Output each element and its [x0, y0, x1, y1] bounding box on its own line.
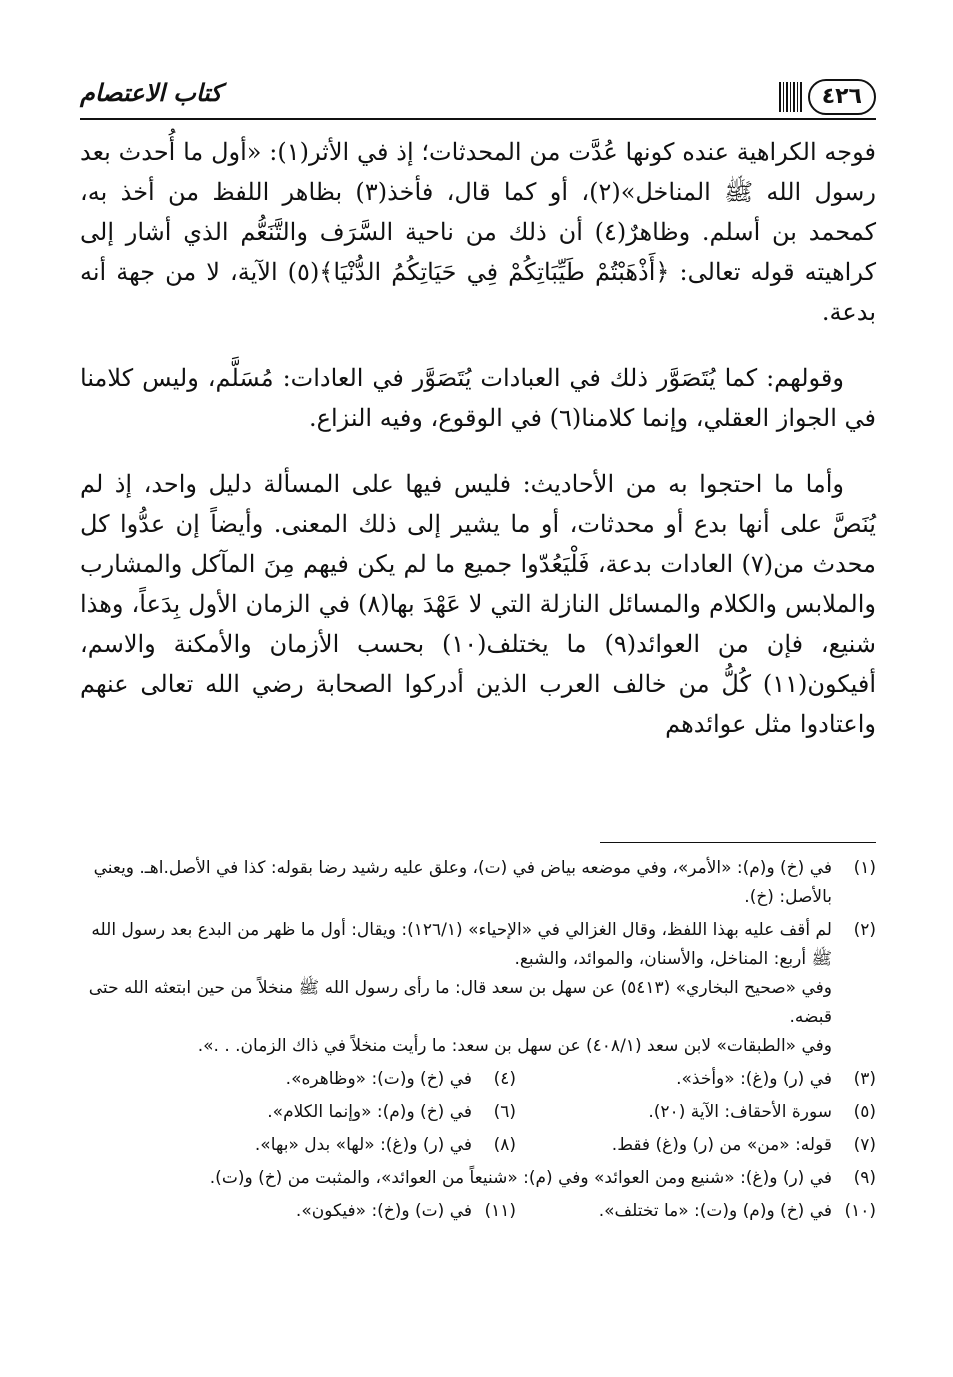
footnote-4 [156, 1065, 516, 1094]
footnote-text: في (ر) و(غ): «وأخذ». [676, 1069, 832, 1089]
footnote-number: (٦) [493, 1102, 516, 1122]
footnote-number: (١٠) [844, 1201, 876, 1221]
page-number: ٤٢٦ [808, 79, 876, 115]
footnote-11 [156, 1197, 516, 1226]
page-number-ornament [726, 78, 876, 116]
footnote-text: في (خ) و(ت): «وظاهره». [285, 1069, 472, 1089]
footnote-number: (١) [853, 858, 876, 878]
footnote-number: (٢) [853, 920, 876, 940]
footnotes [80, 854, 876, 1230]
footnote-5 [516, 1098, 876, 1127]
footnote-text: في (خ) و(م): «وإنما الكلام». [267, 1102, 472, 1122]
footnote-8 [156, 1131, 516, 1160]
footnote-6 [156, 1098, 516, 1127]
ornament-bars [779, 82, 802, 112]
footnote-separator [600, 842, 876, 843]
paragraph-1: فوجه الكراهية عنده كونها عُدَّت من المحدثات؛ إذ في الأثر(١): «أول ما أُحدث بعد رسول الله ﷺ المناخل»(٢)، أو كما قال، فأخذ(٣) بظاهر اللفظ من أخذ به، كمحمد بن أسلم. وظاهرٌ(٤) أن ذلك من ناحية السَّرَف والتَّنَعُّم الذي أشار إلى كراهيته قوله تعالى: ﴿أَذْهَبْتُمْ طَيِّبَاتِكُمْ فِي حَيَاتِكُمُ الدُّنْيَا﴾(٥) الآية، لا من جهة أنه بدعة. [80, 138, 877, 326]
footnote-row [80, 1065, 876, 1094]
footnote-number: (٥) [853, 1102, 876, 1122]
footnote-text: لم أقف عليه بهذا اللفظ، وقال الغزالي في «الإحياء» (١٢٦/١): ويقال: أول ما ظهر من البدع بعد رسول الله ﷺ أربع: المناخل، والأسنان، والموائد، والشبع. [91, 920, 832, 969]
page-header [80, 70, 876, 122]
footnote-number: (٩) [853, 1168, 876, 1188]
footnote-3 [516, 1065, 876, 1094]
footnote-number: (٤) [493, 1069, 516, 1089]
footnote-9 [80, 1164, 876, 1193]
header-rule [80, 118, 876, 120]
footnote-7 [516, 1131, 876, 1160]
footnote-text: سورة الأحقاف: الآية (٢٠). [648, 1102, 832, 1122]
footnote-text: وفي «الطبقات» لابن سعد (٤٠٨/١) عن سهل بن سعد: ما رأيت منخلاً في ذاك الزمان. . .». [197, 1036, 832, 1056]
footnote-text: في (خ) و(م) و(ت): «ما تختلف». [598, 1201, 832, 1221]
footnote-10 [516, 1197, 876, 1226]
footnote-number: (٨) [493, 1135, 516, 1155]
footnote-2 [80, 916, 876, 1061]
footnote-text: قوله: «من» من (ر) و(غ) فقط. [611, 1135, 832, 1155]
main-text [80, 132, 876, 744]
paragraph-2: وقولهم: كما يُتَصَوَّر ذلك في العبادات يُتَصَوَّر في العادات: مُسَلَّم، وليس كلامنا في الجواز العقلي، وإنما كلامنا(٦) في الوقوع، وفيه النزاع. [80, 364, 876, 432]
footnote-row [80, 1197, 876, 1226]
footnote-row [80, 1098, 876, 1127]
footnote-number: (٧) [853, 1135, 876, 1155]
footnote-text: في (ر) و(غ): «شنيع ومن العوائد» وفي (م): «شنيعاً من العوائد»، والمثبت من (خ) و(ت). [209, 1168, 832, 1188]
footnote-row [80, 1131, 876, 1160]
footnote-text: وفي «صحيح البخاري» (٥٤١٣) عن سهل بن سعد قال: ما رأى رسول الله ﷺ منخلاً من حين ابتعثه الله حتى قبضه. [88, 978, 832, 1027]
paragraph-3: وأما ما احتجوا به من الأحاديث: فليس فيها على المسألة دليل واحد، إذ لم يُنَصَّ على أنها بدع أو محدثات، أو ما يشير إلى ذلك المعنى. وأيضاً إن عدُّوا كل محدث من(٧) العادات بدعة، فَلْيَعُدّوا جميع ما لم يكن فيهم مِنَ المآكل والمشارب والملابس والكلام والمسائل النازلة التي لا عَهْدَ بها(٨) في الزمان الأول بِدَعاً، وهذا شنيع، فإن من العوائد(٩) ما يختلف(١٠) بحسب الأزمان والأمكنة والاسم، أفيكون(١١) كُلُّ من خالف العرب الذين أدركوا الصحابة رضي الله تعالى عنهم واعتادوا مثل عوائدهم [80, 470, 877, 738]
footnote-number: (١١) [484, 1201, 516, 1221]
footnote-text: في (ت) و(خ): «فيكون». [295, 1201, 472, 1221]
footnote-text: في (خ) و(م): «الأمر»، وفي موضعه بياض في (ت)، وعلق عليه رشيد رضا بقوله: كذا في الأصل.اهـ. ويعني بالأصل: (خ). [93, 858, 832, 907]
footnote-1 [80, 854, 876, 912]
footnote-number: (٣) [853, 1069, 876, 1089]
footnote-text: في (ر) و(غ): «لها» بدل «بها». [254, 1135, 472, 1155]
book-title: كتاب الاعتصام [80, 78, 222, 107]
